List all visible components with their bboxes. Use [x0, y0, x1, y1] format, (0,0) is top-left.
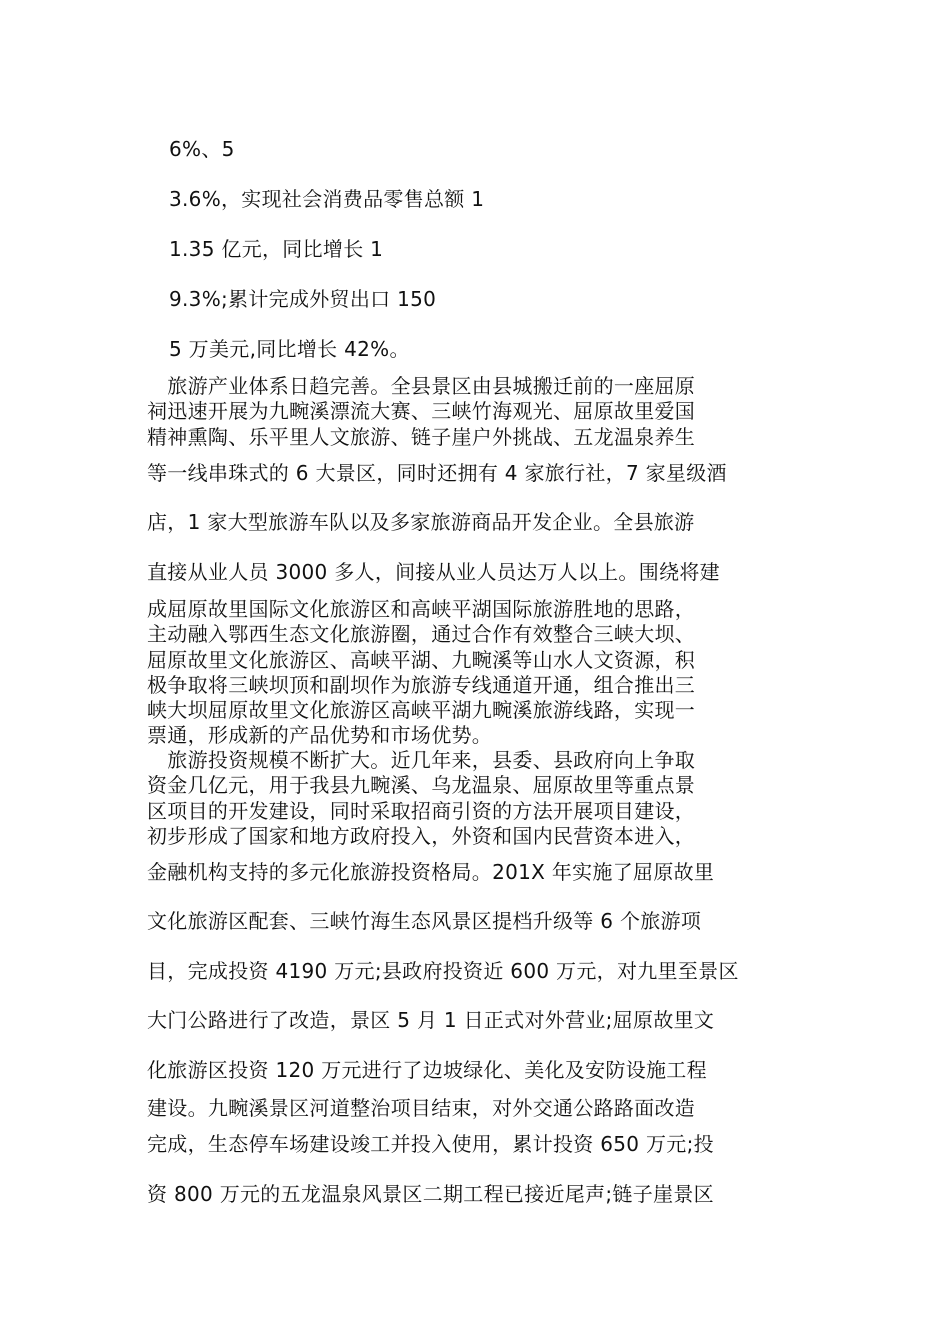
paragraph-line: 成屈原故里国际文化旅游区和高峡平湖国际旅游胜地的思路，	[147, 597, 696, 621]
paragraph-line: 旅游投资规模不断扩大。近几年来，县委、县政府向上争取	[147, 748, 696, 772]
paragraph-line: 建设。九畹溪景区河道整治项目结束，对外交通公路路面改造	[147, 1096, 696, 1120]
paragraph-line: 大门公路进行了改造，景区 5 月 1 日正式对外营业;屈原故里文	[147, 1008, 715, 1032]
paragraph-line: 旅游产业体系日趋完善。全县景区由县城搬迁前的一座屈原	[147, 374, 696, 398]
paragraph-line: 屈原故里文化旅游区、高峡平湖、九畹溪等山水人文资源，积	[147, 648, 696, 672]
paragraph-line: 祠迅速开展为九畹溪漂流大赛、三峡竹海观光、屈原故里爱国	[147, 399, 696, 423]
paragraph-line: 完成，生态停车场建设竣工并投入使用，累计投资 650 万元;投	[147, 1132, 714, 1156]
stat-line: 6%、5	[169, 137, 235, 161]
paragraph-line: 精神熏陶、乐平里人文旅游、链子崖户外挑战、五龙温泉养生	[147, 425, 696, 449]
stat-line: 5 万美元,同比增长 42%。	[169, 337, 410, 361]
stat-line: 1.35 亿元，同比增长 1	[169, 237, 384, 261]
paragraph-line: 主动融入鄂西生态文化旅游圈，通过合作有效整合三峡大坝、	[147, 622, 696, 646]
stat-line: 9.3%;累计完成外贸出口 150	[169, 287, 437, 311]
paragraph-line: 资金几亿元，用于我县九畹溪、乌龙温泉、屈原故里等重点景	[147, 773, 696, 797]
paragraph-line: 峡大坝屈原故里文化旅游区高峡平湖九畹溪旅游线路，实现一	[147, 698, 696, 722]
paragraph-line: 目，完成投资 4190 万元;县政府投资近 600 万元，对九里至景区	[147, 959, 739, 983]
paragraph-line: 金融机构支持的多元化旅游投资格局。201X 年实施了屈原故里	[147, 860, 715, 884]
paragraph-line: 直接从业人员 3000 多人，间接从业人员达万人以上。围绕将建	[147, 560, 720, 584]
paragraph-line: 区项目的开发建设，同时采取招商引资的方法开展项目建设，	[147, 799, 696, 823]
paragraph-line: 票通，形成新的产品优势和市场优势。	[147, 723, 493, 747]
paragraph-line: 极争取将三峡坝顶和副坝作为旅游专线通道开通，组合推出三	[147, 673, 696, 697]
paragraph-line: 等一线串珠式的 6 大景区，同时还拥有 4 家旅行社，7 家星级酒	[147, 461, 727, 485]
stat-line: 3.6%，实现社会消费品零售总额 1	[169, 187, 485, 211]
paragraph-line: 初步形成了国家和地方政府投入，外资和国内民营资本进入，	[147, 824, 696, 848]
paragraph-line: 化旅游区投资 120 万元进行了边坡绿化、美化及安防设施工程	[147, 1058, 707, 1082]
paragraph-line: 文化旅游区配套、三峡竹海生态风景区提档升级等 6 个旅游项	[147, 909, 702, 933]
paragraph-line: 资 800 万元的五龙温泉风景区二期工程已接近尾声;链子崖景区	[147, 1182, 714, 1206]
paragraph-line: 店，1 家大型旅游车队以及多家旅游商品开发企业。全县旅游	[147, 510, 695, 534]
